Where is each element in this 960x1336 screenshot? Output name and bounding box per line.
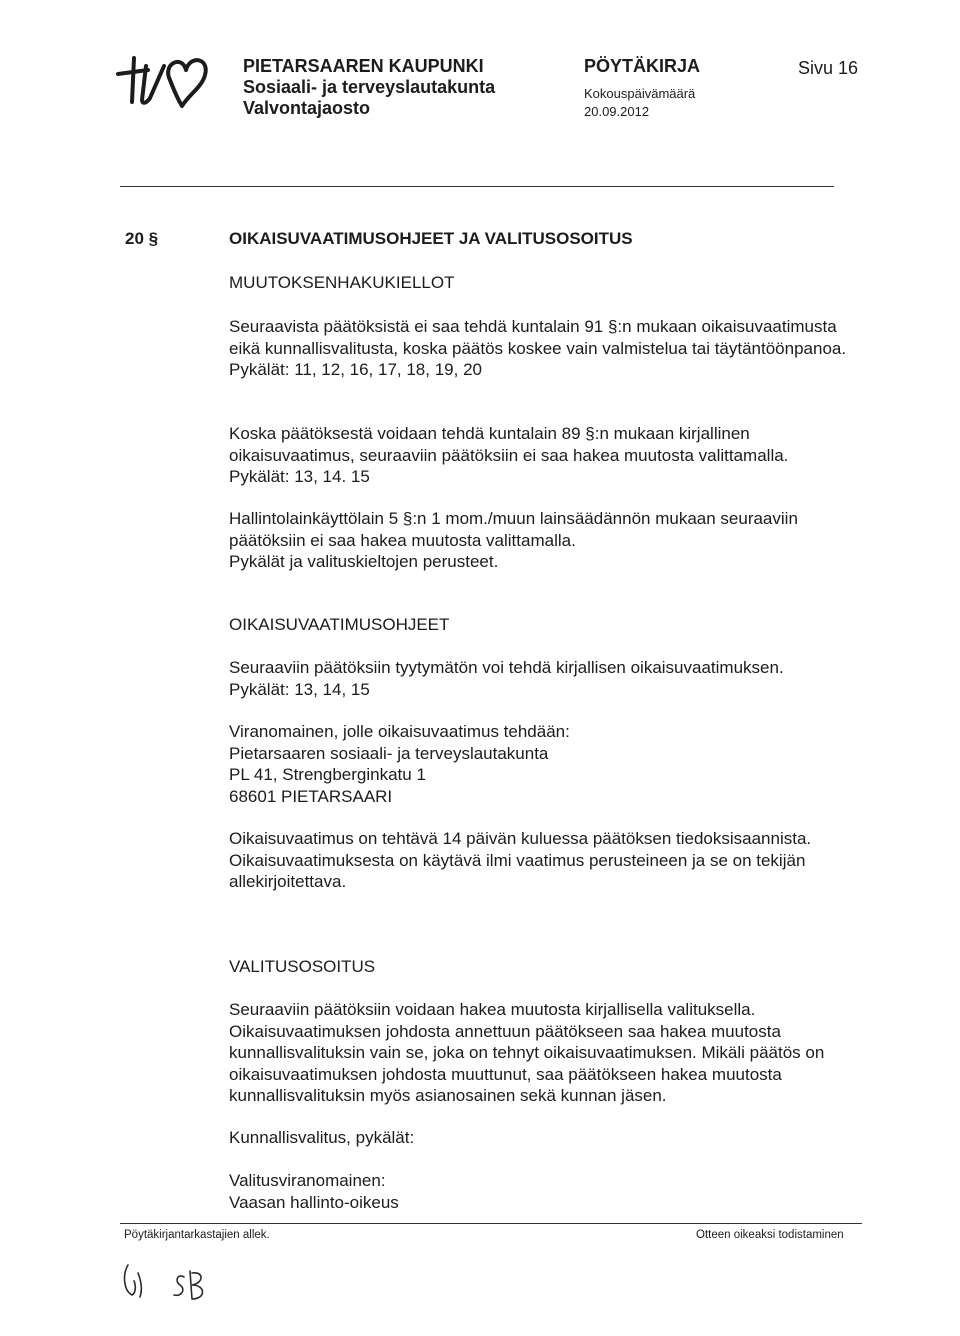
paragraph-claim-for-rectification-allowed: [229, 423, 869, 488]
section-list: Pykälät: 13, 14. 15: [229, 467, 370, 486]
city-logo: [112, 50, 230, 110]
section-list: Pykälät: 11, 12, 16, 17, 18, 19, 20: [229, 360, 482, 379]
authority-city: 68601 PIETARSAARI: [229, 786, 393, 806]
appeal-authority-name: Vaasan hallinto-oikeus: [229, 1192, 399, 1212]
header-divider: [120, 186, 834, 187]
heading-valitusosoitus: VALITUSOSOITUS: [229, 957, 376, 976]
paragraph-text: Koska päätöksestä voidaan tehdä kuntalain 89 §:n mukaan kirjallinen oikaisuvaatimus, seuraaviin päätöksiin ei saa hakea muutosta valittamalla.: [229, 424, 789, 465]
footer-certification: Otteen oikeaksi todistaminen: [696, 1229, 844, 1241]
section-list: Pykälät ja valituskieltojen perusteet.: [229, 552, 499, 571]
paragraph-appeal: [229, 999, 869, 1107]
paragraph-text: Hallintolainkäyttölain 5 §:n 1 mom./muun lainsäädännön mukaan seuraaviin päätöksiin ei saa hakea muutosta valittamalla.: [229, 509, 798, 550]
authority-address-block: [229, 721, 869, 807]
org-subcommittee: Valvontajaosto: [243, 98, 371, 118]
paragraph-text: Seuraaviin päätöksiin voidaan hakea muutosta kirjallisella valituksella. Oikaisuvaatimuksen johdosta annettuun päätökseen saa hakea muutosta kunnallisvalituksin vain se, joka on tehnyt oikaisuvaatimuksen. Mikäli päätös on oikaisuvaatimuksen johdosta muuttunut, saa päätökseen hakea muutosta kunnallisvalituksin myös asianosainen sekä kunnan jäsen.: [229, 1000, 825, 1105]
org-committee: Sosiaali- ja terveyslautakunta: [243, 77, 496, 97]
heading-oikaisuvaatimusohjeet: OIKAISUVAATIMUSOHJEET: [229, 615, 450, 634]
paragraph-rectification: [229, 657, 869, 700]
paragraph-text: Oikaisuvaatimus on tehtävä 14 päivän kuluessa päätöksen tiedoksisaannista.: [229, 829, 812, 848]
meeting-date: 20.09.2012: [584, 104, 650, 119]
authority-intro: Viranomainen, jolle oikaisuvaatimus tehdään:: [229, 722, 570, 741]
footer-inspectors-signatures: Pöytäkirjantarkastajien allek.: [124, 1229, 270, 1241]
paragraph-text: Seuraavista päätöksistä ei saa tehdä kuntalain 91 §:n mukaan oikaisuvaatimusta eikä kunnallisvalitusta, koska päätös koskee vain valmistelua tai täytäntöönpanoa.: [229, 317, 847, 358]
paragraph-deadline: [229, 828, 869, 893]
section-title: OIKAISUVAATIMUSOHJEET JA VALITUSOSOITUS: [229, 229, 633, 248]
handwritten-initials: [118, 1255, 238, 1305]
paragraph-decisions-no-appeal: [229, 316, 869, 381]
organization-block: [243, 56, 495, 119]
meeting-date-label: Kokouspäivämäärä: [584, 86, 696, 101]
paragraph-text: Seuraaviin päätöksiin tyytymätön voi tehdä kirjallisen oikaisuvaatimuksen.: [229, 658, 784, 677]
page-number: Sivu 16: [798, 58, 859, 78]
document-info: [584, 56, 700, 121]
section-number: 20 §: [125, 229, 159, 248]
paragraph-municipal-appeal: Kunnallisvalitus, pykälät:: [229, 1128, 415, 1147]
footer-divider: [120, 1223, 862, 1224]
paragraph-administrative-law: [229, 508, 869, 573]
authority-street: PL 41, Strengberginkatu 1: [229, 765, 426, 784]
document-type: PÖYTÄKIRJA: [584, 56, 701, 76]
section-list: Pykälät: 13, 14, 15: [229, 679, 370, 699]
appeal-authority-label: Valitusviranomainen:: [229, 1171, 386, 1190]
org-name: PIETARSAAREN KAUPUNKI: [243, 56, 484, 76]
paragraph-text: Oikaisuvaatimuksesta on käytävä ilmi vaatimus perusteineen ja se on tekijän allekirjoitettava.: [229, 850, 806, 891]
authority-name: Pietarsaaren sosiaali- ja terveyslautakunta: [229, 743, 549, 763]
heading-muutoksenhakukiellot: MUUTOKSENHAKUKIELLOT: [229, 273, 455, 292]
appeal-authority-block: [229, 1170, 869, 1213]
